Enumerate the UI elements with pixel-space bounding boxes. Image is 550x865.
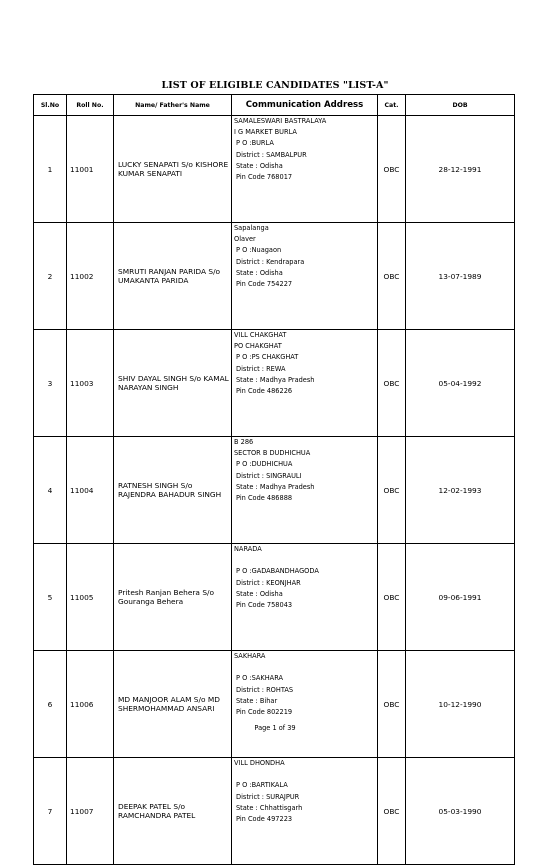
address-line: P O :BURLA [236, 139, 274, 148]
cell-roll-no: 11005 [67, 544, 114, 651]
address-line: SAMALESWARI BASTRALAYA [234, 117, 327, 125]
address-line: P O :BARTIKALA [236, 781, 288, 790]
address-line: District : SINGRAULI [236, 471, 302, 480]
address-line: District : SURAJPUR [236, 792, 300, 801]
cell-category: OBC [378, 223, 406, 330]
address-line: Pin Code 497223 [236, 814, 293, 823]
header-dob: DOB [406, 95, 515, 116]
address-line: NARADA [234, 545, 262, 553]
page-title: LIST OF ELIGIBLE CANDIDATES "LIST-A" [161, 80, 389, 91]
cell-category: OBC [378, 116, 406, 223]
address-line: Pin Code 768017 [236, 172, 293, 181]
cell-address [232, 330, 378, 437]
address-line: SAKHARA [234, 652, 266, 660]
address-line: I G MARKET BURLA [234, 128, 297, 137]
cell-dob: 13-07-1989 [406, 223, 515, 330]
address-line: P O :GADABANDHAGODA [236, 567, 319, 576]
cell-address [232, 437, 378, 544]
cell-address [232, 651, 378, 758]
table-row [34, 223, 515, 330]
cell-sl-no: 5 [34, 544, 67, 651]
cell-name: SMRUTI RANJAN PARIDA S/o UMAKANTA PARIDA [114, 223, 232, 330]
cell-sl-no: 3 [34, 330, 67, 437]
address-line: State : Chhattisgarh [236, 803, 303, 812]
address-line: SECTOR B DUDHICHUA [234, 449, 311, 458]
cell-dob: 12-02-1993 [406, 437, 515, 544]
table-row [34, 437, 515, 544]
cell-sl-no: 1 [34, 116, 67, 223]
address-line [232, 662, 377, 673]
cell-dob: 10-12-1990 [406, 651, 515, 758]
cell-roll-no: 11007 [67, 758, 114, 865]
address-line: VILL CHAKGHAT [234, 331, 287, 339]
cell-roll-no: 11003 [67, 330, 114, 437]
table-row [34, 651, 515, 758]
address-line: P O :PS CHAKGHAT [236, 353, 299, 362]
address-line: State : Odisha [236, 161, 283, 170]
address-line: Pin Code 486888 [236, 493, 293, 502]
cell-category: OBC [378, 437, 406, 544]
address-line: District : SAMBALPUR [236, 150, 307, 159]
cell-sl-no: 6 [34, 651, 67, 758]
address-line: PO CHAKGHAT [234, 342, 282, 351]
cell-name: DEEPAK PATEL S/o RAMCHANDRA PATEL [114, 758, 232, 865]
address-line: B 286 [234, 438, 254, 446]
cell-address [232, 116, 378, 223]
address-line: State : Odisha [236, 589, 283, 598]
address-line [232, 769, 377, 780]
header-name: Name/ Father's Name [114, 95, 232, 116]
cell-dob: 09-06-1991 [406, 544, 515, 651]
address-line: District : Kendrapara [236, 257, 305, 266]
address-line: Pin Code 754227 [236, 279, 293, 288]
cell-name: Pritesh Ranjan Behera S/o Gouranga Behera [114, 544, 232, 651]
address-line: District : ROHTAS [236, 685, 294, 694]
address-line: P O :Nuagaon [236, 246, 282, 255]
table-row [34, 544, 515, 651]
cell-name: RATNESH SINGH S/o RAJENDRA BAHADUR SINGH [114, 437, 232, 544]
address-line: Olaver [234, 235, 256, 244]
cell-roll-no: 11001 [67, 116, 114, 223]
header-sl-no: Sl.No [34, 95, 67, 116]
cell-name: MD MANJOOR ALAM S/o MD SHERMOHAMMAD ANSARI [114, 651, 232, 758]
cell-category: OBC [378, 544, 406, 651]
cell-address [232, 544, 378, 651]
table-row [34, 116, 515, 223]
address-line: P O :SAKHARA [236, 674, 284, 683]
address-line: State : Madhya Pradesh [236, 482, 315, 491]
table-row [34, 330, 515, 437]
cell-sl-no: 4 [34, 437, 67, 544]
cell-address [232, 758, 378, 865]
cell-roll-no: 11006 [67, 651, 114, 758]
table-row [34, 758, 515, 865]
address-line: VILL DHONDHA [234, 759, 285, 767]
cell-category: OBC [378, 651, 406, 758]
cell-dob: 28-12-1991 [406, 116, 515, 223]
address-line [232, 555, 377, 566]
header-category: Cat. [378, 95, 406, 116]
cell-dob: 05-04-1992 [406, 330, 515, 437]
cell-dob: 05-03-1990 [406, 758, 515, 865]
cell-roll-no: 11002 [67, 223, 114, 330]
address-line: P O :DUDHICHUA [236, 460, 293, 469]
address-line: Pin Code 758043 [236, 600, 293, 609]
header-address: Communication Address [232, 95, 378, 116]
address-line: State : Bihar [236, 696, 278, 705]
page-footer: Page 1 of 39 [254, 724, 296, 732]
table-header-row [34, 95, 515, 116]
cell-sl-no: 7 [34, 758, 67, 865]
cell-address [232, 223, 378, 330]
address-line: District : KEONJHAR [236, 578, 301, 587]
address-line: Pin Code 802219 [236, 707, 293, 716]
address-line: District : REWA [236, 364, 286, 373]
candidates-table [33, 94, 515, 865]
cell-sl-no: 2 [34, 223, 67, 330]
cell-name: SHIV DAYAL SINGH S/o KAMAL NARAYAN SINGH [114, 330, 232, 437]
address-line: State : Madhya Pradesh [236, 375, 315, 384]
cell-category: OBC [378, 758, 406, 865]
address-line: Sapalanga [234, 224, 269, 232]
address-line: Pin Code 486226 [236, 386, 293, 395]
cell-category: OBC [378, 330, 406, 437]
header-roll-no: Roll No. [67, 95, 114, 116]
cell-roll-no: 11004 [67, 437, 114, 544]
address-line: State : Odisha [236, 268, 283, 277]
cell-name: LUCKY SENAPATI S/o KISHORE KUMAR SENAPATI [114, 116, 232, 223]
